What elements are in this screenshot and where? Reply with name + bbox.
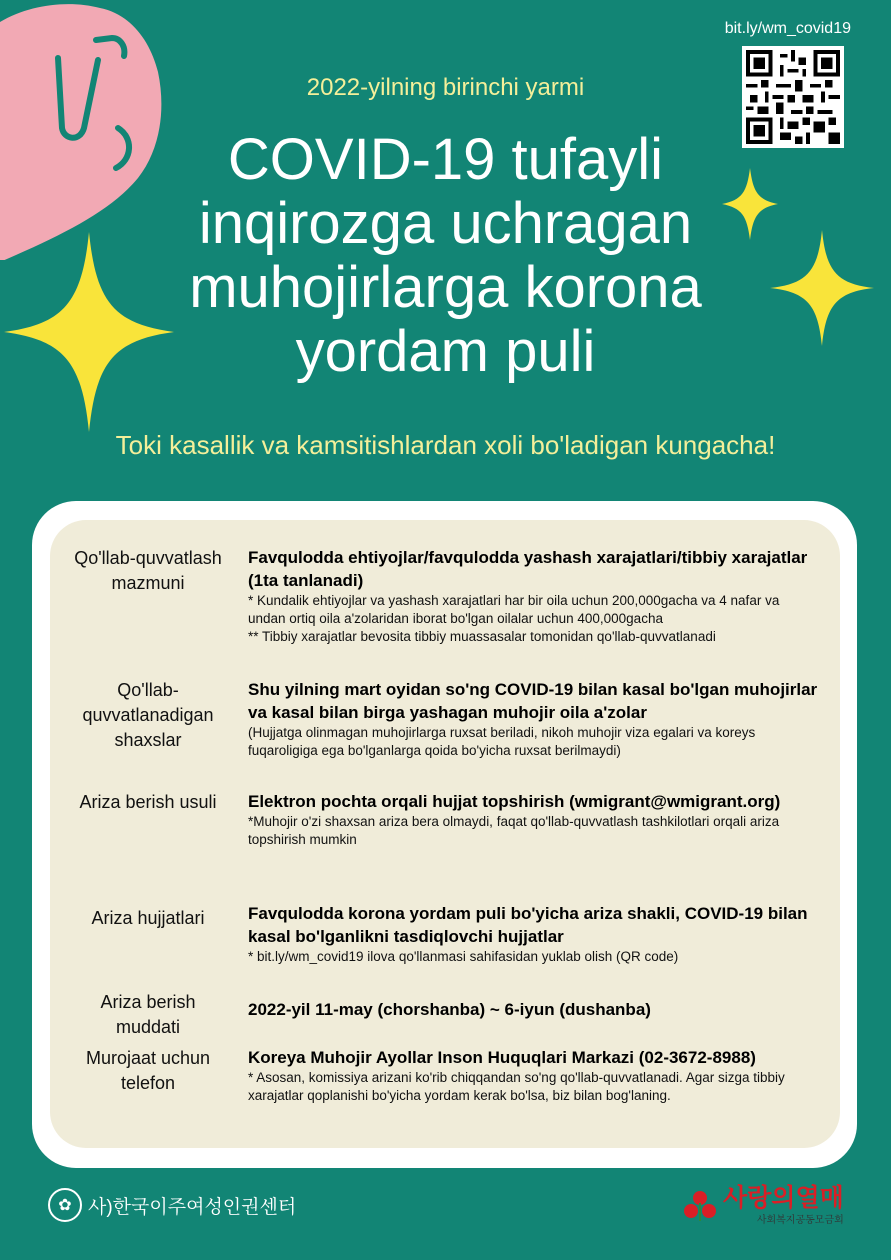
- footer-org-name: 사)한국이주여성인권센터: [88, 1196, 297, 1218]
- row-label: Qo'llab-quvvatlash mazmuni: [74, 548, 222, 593]
- row-main-text: 2022-yil 11-may (chorshanba) ~ 6-iyun (dushanba): [248, 1000, 651, 1019]
- title-line: inqirozga uchragan: [198, 191, 693, 256]
- row-main-text: Elektron pochta orqali hujjat topshirish (wmigrant@wmigrant.org): [248, 792, 781, 811]
- row-content: [248, 790, 818, 849]
- period-subtitle: 2022-yilning birinchi yarmi: [306, 74, 585, 101]
- campaign-url[interactable]: bit.ly/wm_covid19: [724, 20, 851, 37]
- title-line: yordam puli: [295, 319, 596, 384]
- title-line: muhojirlarga korona: [189, 255, 702, 320]
- row-content: [248, 546, 818, 646]
- tagline: Toki kasallik va kamsitishlardan xoli bo'ladigan kungacha!: [115, 430, 776, 460]
- row-main-text: Favqulodda korona yordam puli bo'yicha ariza shakli, COVID-19 bilan kasal bo'lganlikni tasdiqlovchi hujjatlar: [248, 904, 808, 946]
- row-note: *Muhojir o'zi shaxsan ariza bera olmaydi, faqat qo'llab-quvvatlash tashkilotlari orqali ariza topshirish mumkin: [248, 814, 780, 847]
- org-emblem-icon: ✿: [48, 1188, 82, 1222]
- row-content: [248, 1046, 818, 1105]
- row-main-text: Shu yilning mart oyidan so'ng COVID-19 bilan kasal bo'lgan muhojirlar va kasal bilan birga yashagan muhojir oila a'zolar: [248, 680, 818, 722]
- footer-left-logo: [48, 1188, 296, 1222]
- row-note: * Kundalik ehtiyojlar va yashash xarajatlari har bir oila uchun 200,000gacha va 4 nafar va undan ortiq oila a'zolaridan iborat bo'lgan oilalar uchun 400,000gacha: [248, 593, 780, 626]
- row-content: [248, 678, 818, 760]
- row-content: [248, 998, 818, 1021]
- row-note: ** Tibbiy xarajatlar bevosita tibbiy muassasalar tomonidan qo'llab-quvvatlanadi: [248, 629, 716, 644]
- row-label: Ariza berish muddati: [100, 992, 196, 1037]
- row-main-text: Favqulodda ehtiyojlar/favqulodda yashash xarajatlari/tibbiy xarajatlar (1ta tanlanadi): [248, 548, 808, 590]
- row-label: Qo'llab-quvvatlanadigan shaxslar: [82, 680, 214, 750]
- row-note: * bit.ly/wm_covid19 ilova qo'llanmasi sahifasidan yuklab olish (QR code): [248, 949, 679, 964]
- row-note: (Hujjatga olinmagan muhojirlarga ruxsat beriladi, nikoh muhojir viza egalari va koreys fuqaroligiga ega bo'lganlarga qoida bo'yicha ruxsat berilmaydi): [248, 725, 756, 758]
- fruit-logo-icon: [683, 1189, 717, 1223]
- row-label: Ariza berish usuli: [79, 792, 217, 812]
- row-content: [248, 902, 818, 966]
- footer-right-org-name: 사랑의열매: [723, 1184, 844, 1212]
- row-label: Murojaat uchun telefon: [85, 1048, 211, 1093]
- page-title: [80, 128, 811, 384]
- title-line: COVID-19 tufayli: [227, 127, 664, 192]
- footer-right-org-sub: 사회복지공동모금회: [756, 1215, 844, 1226]
- row-main-text: Koreya Muhojir Ayollar Inson Huquqlari Markazi (02-3672-8988): [248, 1048, 756, 1067]
- row-note: * Asosan, komissiya arizani ko'rib chiqqandan so'ng qo'llab-quvvatlanadi. Agar sizga tibbiy xarajatlar qoplanishi bo'yicha yordam kerak bo'lsa, biz bilan bog'laning.: [248, 1070, 785, 1103]
- row-label: Ariza hujjatlari: [91, 908, 205, 928]
- footer-right-logo: [683, 1185, 844, 1226]
